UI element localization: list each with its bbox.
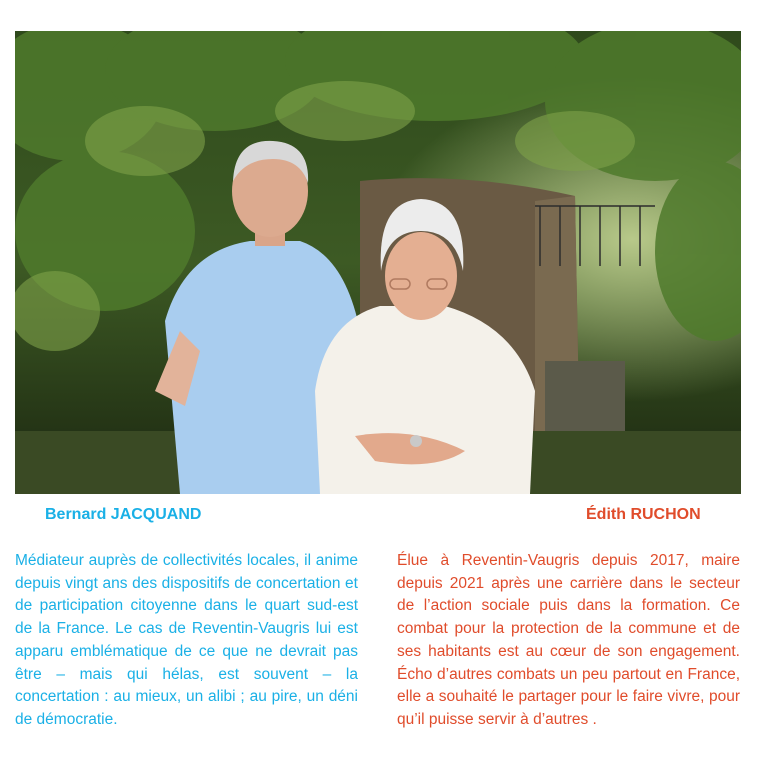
bio-edith: Élue à Reventin-Vaugris depuis 2017, maire depuis 2021 après une carrière dans le secteur de l’action sociale puis dans la formation. Ce combat pour la protection de la commune et de ses habitants est au cœur de son engagement. Écho d’autres combats un peu partout en France, elle a souhaité le partager pour le faire vivre, pour qu’il puisse servir à d’autres . — [397, 552, 740, 728]
person-name-edith: Édith RUCHON — [586, 506, 701, 523]
portrait-photo — [15, 31, 741, 494]
bio-bernard: Médiateur auprès de collectivités locales, il anime depuis vingt ans des dispositifs de concertation et de participation citoyenne dans le quart sud-est de la France. Le cas de Reventin-Vaugris lui est apparu emblématique de ce que ne devrait pas être – mais qui hélas, est souvent – la concertation : au mieux, un alibi ; au pire, un déni de démocratie. — [15, 552, 358, 728]
portrait-illustration — [15, 31, 741, 494]
person-name-bernard: Bernard JACQUAND — [45, 506, 202, 523]
